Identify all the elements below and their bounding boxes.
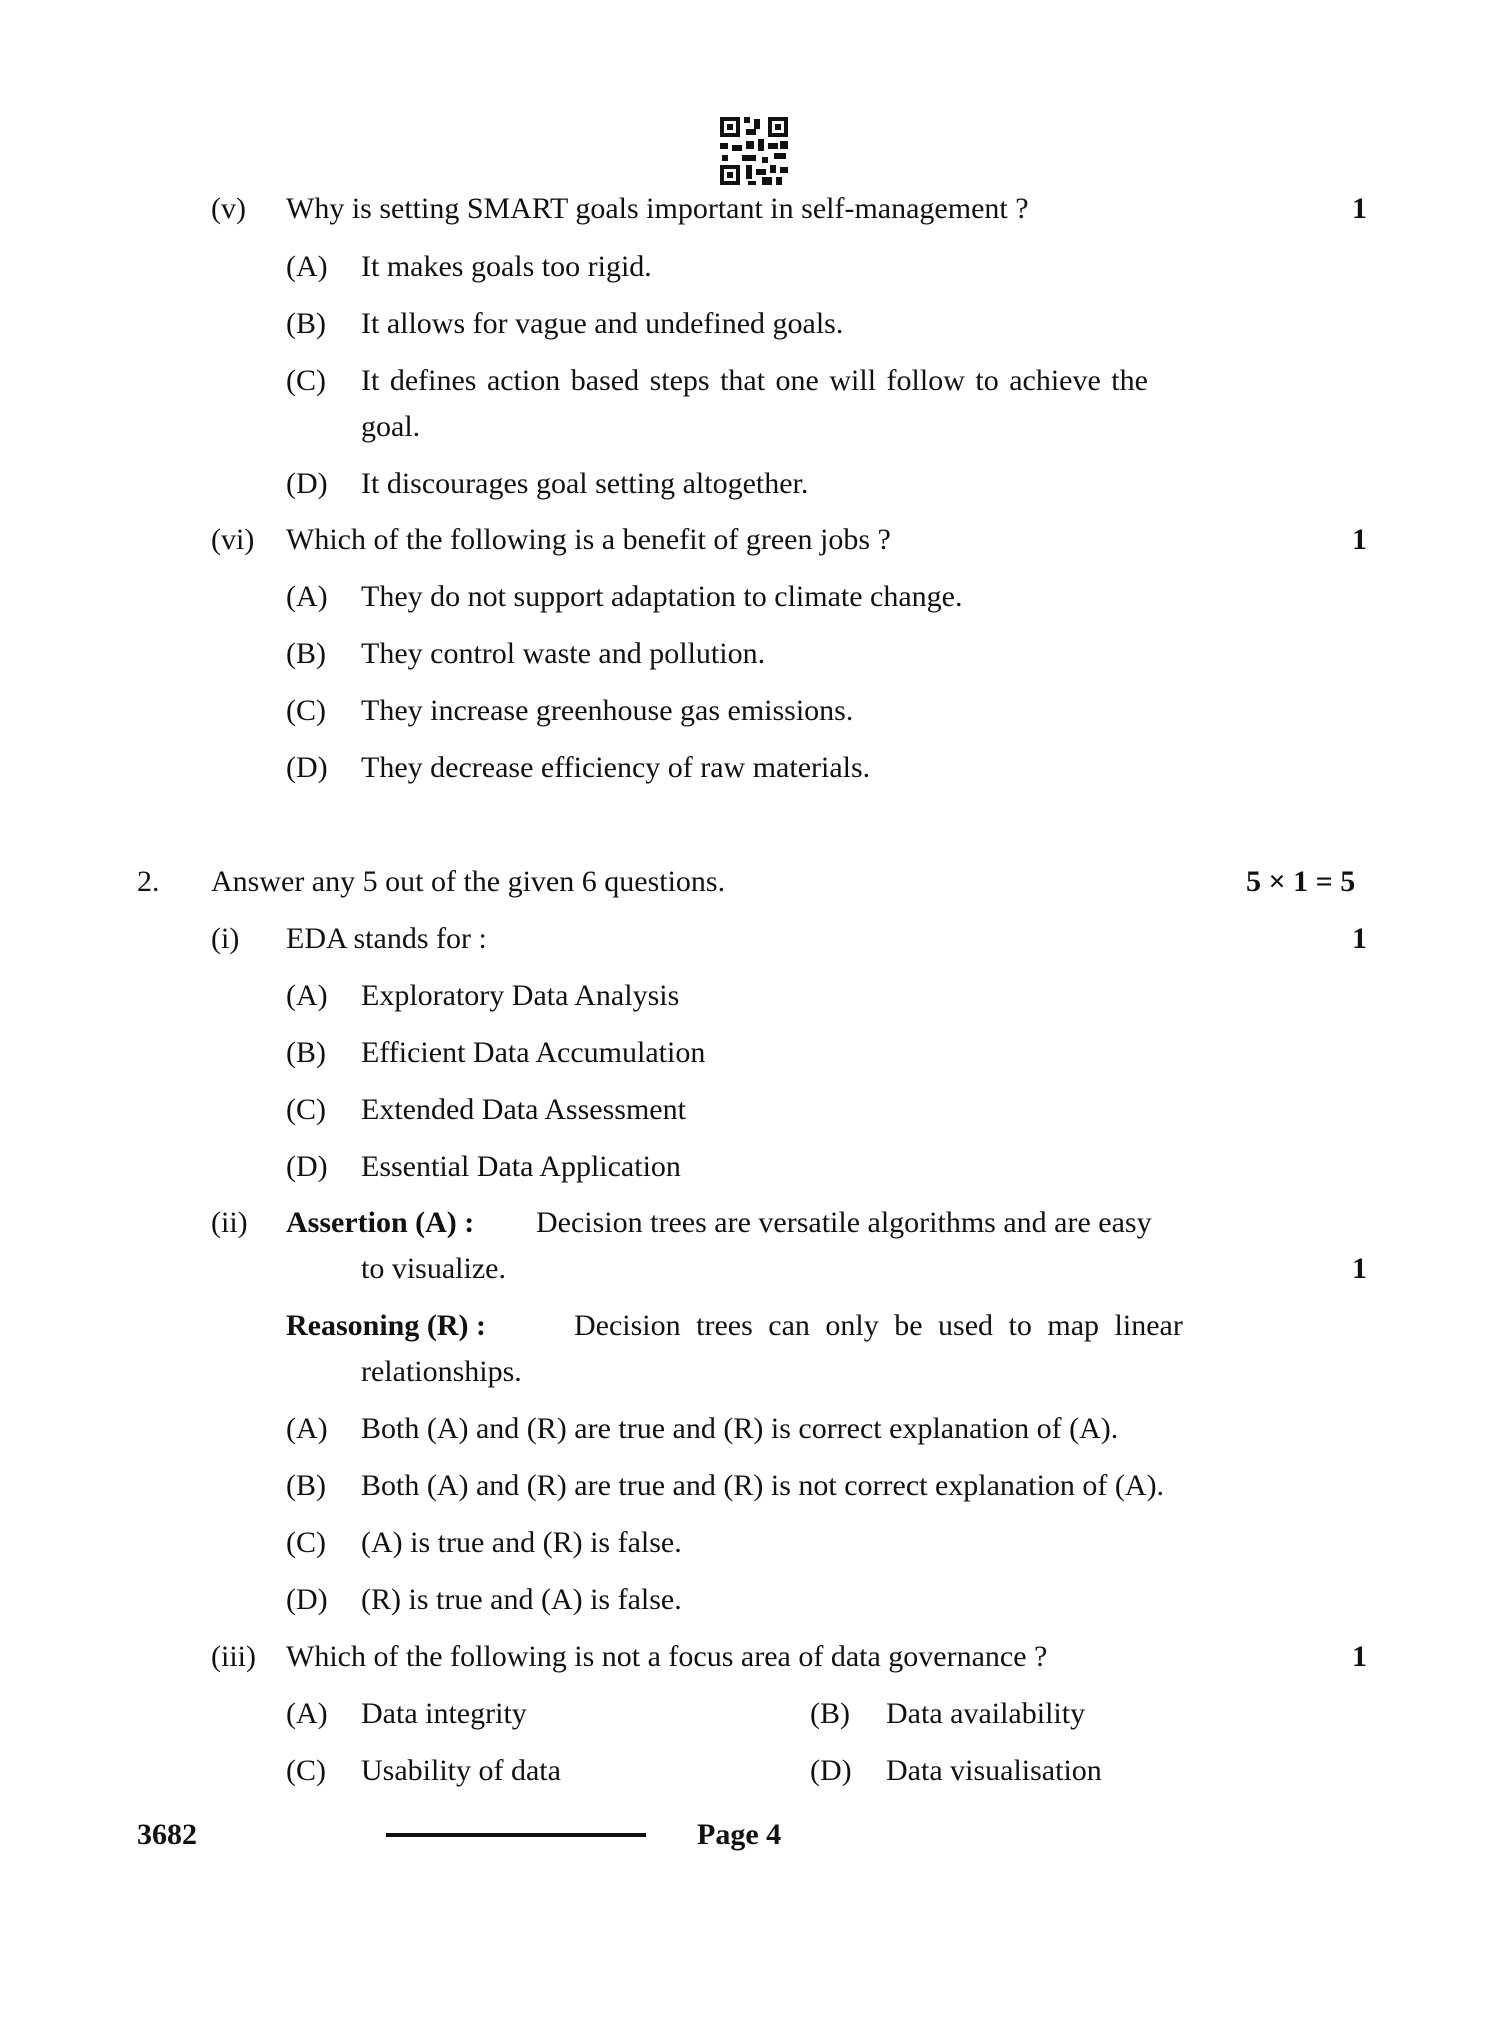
option-text: It defines action based steps that one will follow to achieve the bbox=[361, 364, 1148, 397]
assertion-label: Assertion (A) : bbox=[286, 1206, 475, 1239]
reasoning-label: Reasoning (R) : bbox=[286, 1309, 486, 1342]
option-text: (A) is true and (R) is false. bbox=[361, 1526, 682, 1559]
question-marks: 5 × 1 = 5 bbox=[1246, 865, 1356, 898]
question-text: EDA stands for : bbox=[286, 922, 487, 955]
question-marks: 1 bbox=[1352, 192, 1367, 225]
option-text: Both (A) and (R) are true and (R) is not correct explanation of (A). bbox=[361, 1469, 1165, 1502]
question-number: (i) bbox=[211, 922, 240, 955]
option-text: Essential Data Application bbox=[361, 1150, 681, 1183]
question-text: Which of the following is a benefit of green jobs ? bbox=[286, 523, 891, 556]
option-label: (A) bbox=[286, 1697, 328, 1730]
option-text: It allows for vague and undefined goals. bbox=[361, 307, 844, 340]
option-label: (B) bbox=[286, 307, 326, 340]
option-text: They do not support adaptation to climate change. bbox=[361, 580, 963, 613]
question-number: (ii) bbox=[211, 1206, 248, 1239]
option-label: (C) bbox=[286, 1526, 326, 1559]
option-text-continuation: goal. bbox=[361, 410, 421, 443]
question-marks: 1 bbox=[1352, 1252, 1367, 1285]
question-number: 2. bbox=[137, 865, 160, 898]
option-label: (C) bbox=[286, 1754, 326, 1787]
question-marks: 1 bbox=[1352, 1640, 1367, 1673]
assertion-text-continuation: to visualize. bbox=[361, 1252, 506, 1285]
option-label: (D) bbox=[286, 751, 328, 784]
page-number: Page 4 bbox=[697, 1818, 782, 1851]
option-text: Extended Data Assessment bbox=[361, 1093, 686, 1126]
option-text: They decrease efficiency of raw materials. bbox=[361, 751, 871, 784]
question-marks: 1 bbox=[1352, 523, 1367, 556]
option-text: Exploratory Data Analysis bbox=[361, 979, 680, 1012]
assertion-text: Decision trees are versatile algorithms and are easy bbox=[536, 1206, 1152, 1239]
reasoning-text: Decision trees can only be used to map linear bbox=[574, 1309, 1183, 1342]
question-text: Why is setting SMART goals important in self-management ? bbox=[286, 192, 1029, 225]
option-text: Both (A) and (R) are true and (R) is correct explanation of (A). bbox=[361, 1412, 1119, 1445]
option-label: (D) bbox=[286, 1583, 328, 1616]
question-marks: 1 bbox=[1352, 922, 1367, 955]
paper-code: 3682 bbox=[137, 1818, 197, 1851]
option-text: (R) is true and (A) is false. bbox=[361, 1583, 682, 1616]
option-text: Data integrity bbox=[361, 1697, 527, 1730]
option-text: They increase greenhouse gas emissions. bbox=[361, 694, 854, 727]
option-text: It discourages goal setting altogether. bbox=[361, 467, 809, 500]
option-label: (D) bbox=[286, 1150, 328, 1183]
option-text: It makes goals too rigid. bbox=[361, 250, 652, 283]
footer-divider bbox=[386, 1833, 646, 1837]
option-label: (D) bbox=[810, 1754, 852, 1787]
option-text: Data availability bbox=[886, 1697, 1086, 1730]
option-label: (A) bbox=[286, 250, 328, 283]
option-label: (A) bbox=[286, 1412, 328, 1445]
option-label: (D) bbox=[286, 467, 328, 500]
question-number: (iii) bbox=[211, 1640, 256, 1673]
option-text: Efficient Data Accumulation bbox=[361, 1036, 706, 1069]
question-text: Answer any 5 out of the given 6 questions. bbox=[211, 865, 726, 898]
option-label: (A) bbox=[286, 979, 328, 1012]
option-label: (C) bbox=[286, 364, 326, 397]
option-text: Usability of data bbox=[361, 1754, 561, 1787]
question-number: (vi) bbox=[211, 523, 255, 556]
reasoning-text-continuation: relationships. bbox=[361, 1355, 522, 1388]
qr-code-icon bbox=[718, 115, 790, 187]
option-label: (B) bbox=[810, 1697, 850, 1730]
option-text: Data visualisation bbox=[886, 1754, 1102, 1787]
option-label: (A) bbox=[286, 580, 328, 613]
option-label: (B) bbox=[286, 1036, 326, 1069]
option-label: (B) bbox=[286, 1469, 326, 1502]
option-text: They control waste and pollution. bbox=[361, 637, 766, 670]
option-label: (C) bbox=[286, 694, 326, 727]
option-label: (C) bbox=[286, 1093, 326, 1126]
option-label: (B) bbox=[286, 637, 326, 670]
question-text: Which of the following is not a focus area of data governance ? bbox=[286, 1640, 1048, 1673]
question-number: (v) bbox=[211, 192, 246, 225]
